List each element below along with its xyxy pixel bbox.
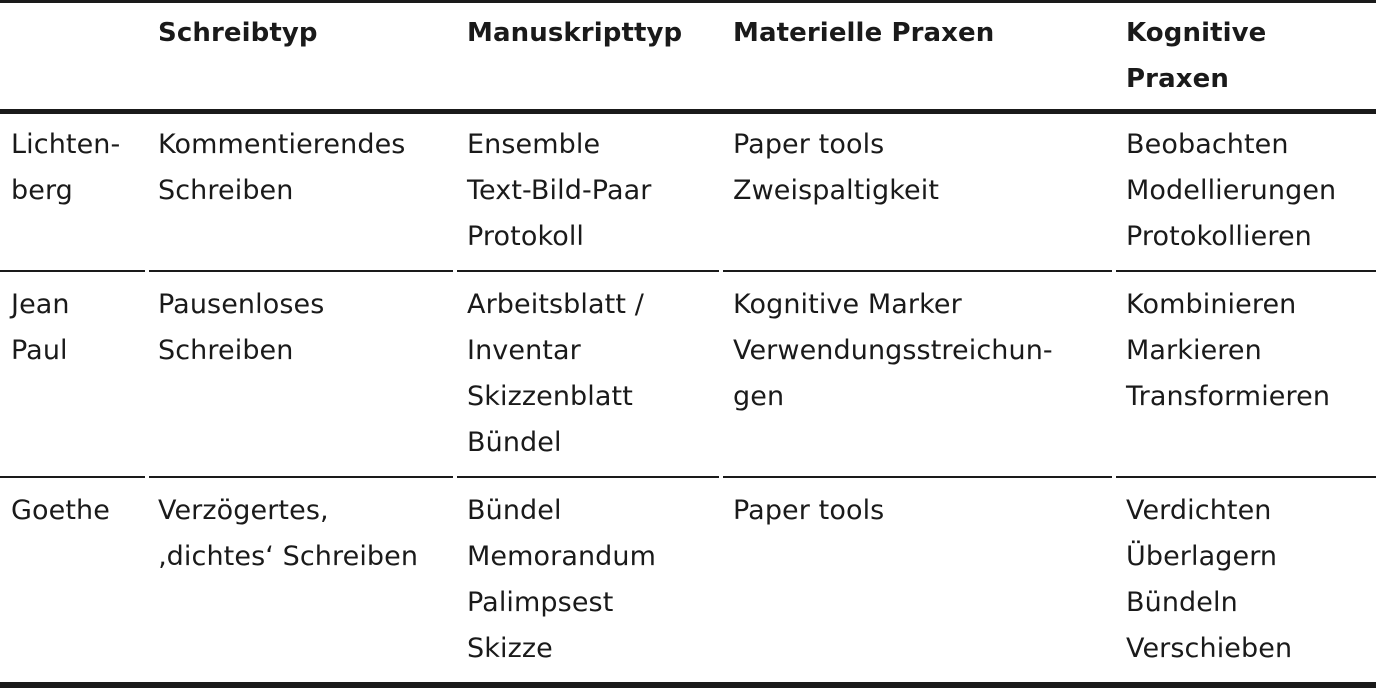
row-divider	[457, 270, 719, 272]
row-divider	[457, 476, 719, 478]
row-3-materielle-praxen: Paper tools	[733, 495, 885, 526]
row-divider	[0, 476, 145, 478]
row-divider	[1116, 476, 1376, 478]
header-materielle-praxen: Materielle Praxen	[733, 18, 995, 48]
header-schreibtyp: Schreibtyp	[158, 18, 318, 48]
row-3-schreibtyp: Verzögertes, ‚dichtes‘ Schreiben	[158, 495, 419, 572]
row-1-materielle-praxen: Paper tools Zweispaltigkeit	[733, 129, 940, 206]
header-kognitive-praxen: Kognitive Praxen	[1126, 18, 1267, 94]
row-divider	[149, 476, 453, 478]
header-manuskripttyp: Manuskripttyp	[467, 18, 683, 48]
row-divider	[723, 476, 1112, 478]
row-divider	[149, 270, 453, 272]
row-3-manuskripttyp: Bündel Memorandum Palimpsest Skizze	[467, 495, 657, 664]
row-divider	[723, 270, 1112, 272]
row-1-author: Lichten- berg	[11, 129, 121, 206]
table-bottom-rule	[0, 682, 1376, 688]
row-1-kognitive-praxen: Beobachten Modellierungen Protokollieren	[1126, 129, 1337, 252]
row-2-kognitive-praxen: Kombinieren Markieren Transformieren	[1126, 289, 1331, 412]
row-divider	[1116, 270, 1376, 272]
row-2-manuskripttyp: Arbeitsblatt / Inventar Skizzenblatt Bündel	[467, 289, 644, 458]
row-1-schreibtyp: Kommentierendes Schreiben	[158, 129, 406, 206]
table-header-rule	[0, 109, 1376, 114]
row-3-author: Goethe	[11, 495, 110, 526]
table-top-rule	[0, 0, 1376, 3]
row-2-schreibtyp: Pausenloses Schreiben	[158, 289, 325, 366]
row-divider	[0, 270, 145, 272]
row-3-kognitive-praxen: Verdichten Überlagern Bündeln Verschieben	[1126, 495, 1293, 664]
row-1-manuskripttyp: Ensemble Text-Bild-Paar Protokoll	[467, 129, 652, 252]
row-2-author: Jean Paul	[11, 289, 70, 366]
row-2-materielle-praxen: Kognitive Marker Verwendungsstreichun- gen	[733, 289, 1053, 412]
